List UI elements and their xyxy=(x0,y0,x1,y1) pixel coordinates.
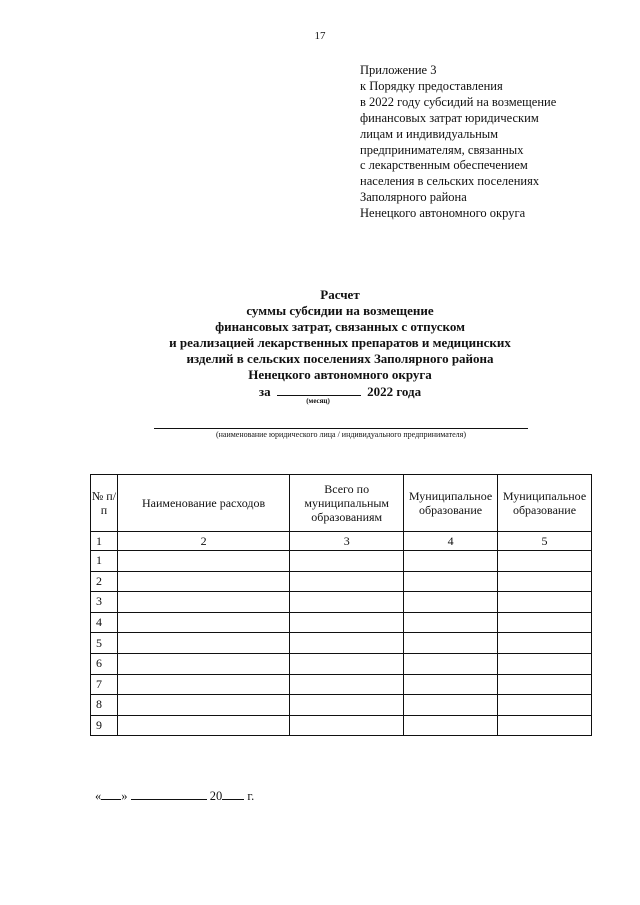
expense-name-cell[interactable] xyxy=(117,571,289,592)
municipality-1-cell[interactable] xyxy=(404,571,498,592)
table-row xyxy=(91,612,592,633)
expense-name-cell[interactable] xyxy=(117,695,289,716)
month-blank-field[interactable] xyxy=(131,788,207,800)
total-cell[interactable] xyxy=(290,715,404,736)
row-number: 4 xyxy=(91,612,118,633)
municipality-1-cell[interactable] xyxy=(404,612,498,633)
document-title xyxy=(100,287,580,400)
column-number: 4 xyxy=(404,532,498,551)
title-line: Расчет xyxy=(320,287,360,302)
period-suffix: 2022 года xyxy=(367,384,422,399)
table-header-row xyxy=(91,475,592,532)
table-row xyxy=(91,633,592,654)
title-line: изделий в сельских поселениях Заполярного района xyxy=(186,351,494,366)
expense-name-cell[interactable] xyxy=(117,551,289,572)
close-quote: » xyxy=(121,789,128,803)
table-row xyxy=(91,592,592,613)
municipality-2-cell[interactable] xyxy=(498,695,592,716)
row-number: 2 xyxy=(91,571,118,592)
municipality-2-cell[interactable] xyxy=(498,592,592,613)
appendix-line: к Порядку предоставления xyxy=(360,78,503,93)
total-cell[interactable] xyxy=(290,612,404,633)
expense-name-cell[interactable] xyxy=(117,674,289,695)
expense-name-cell[interactable] xyxy=(117,592,289,613)
expense-name-cell[interactable] xyxy=(117,633,289,654)
column-number: 5 xyxy=(498,532,592,551)
total-cell[interactable] xyxy=(290,592,404,613)
municipality-2-cell[interactable] xyxy=(498,674,592,695)
column-number-row xyxy=(91,532,592,551)
row-number: 8 xyxy=(91,695,118,716)
table-row xyxy=(91,715,592,736)
year-suffix: г. xyxy=(247,789,255,803)
total-cell[interactable] xyxy=(290,653,404,674)
municipality-2-cell[interactable] xyxy=(498,612,592,633)
table-row xyxy=(91,695,592,716)
municipality-2-cell[interactable] xyxy=(498,551,592,572)
appendix-line: в 2022 году субсидий на возмещение xyxy=(360,94,557,109)
month-caption: (месяц) xyxy=(306,397,330,405)
appendix-line: Заполярного района xyxy=(360,190,467,205)
title-line: Ненецкого автономного округа xyxy=(248,367,432,382)
appendix-line: Приложение 3 xyxy=(360,63,437,77)
total-cell[interactable] xyxy=(290,674,404,695)
table-row xyxy=(91,674,592,695)
year-prefix: 20 xyxy=(209,789,223,803)
day-blank-field[interactable] xyxy=(101,788,121,800)
row-number: 6 xyxy=(91,653,118,674)
municipality-1-cell[interactable] xyxy=(404,653,498,674)
municipality-1-cell[interactable] xyxy=(404,551,498,572)
title-line: и реализацией лекарственных препаратов и медицинских xyxy=(169,335,511,350)
appendix-block xyxy=(360,63,630,222)
open-quote: « xyxy=(95,789,102,803)
municipality-2-cell[interactable] xyxy=(498,633,592,654)
date-line xyxy=(95,788,254,804)
expense-name-cell[interactable] xyxy=(117,653,289,674)
header-number: № п/п xyxy=(91,475,118,532)
total-cell[interactable] xyxy=(290,695,404,716)
month-blank-field[interactable] xyxy=(277,383,361,396)
table-row xyxy=(91,571,592,592)
table-row xyxy=(91,653,592,674)
year-blank-field[interactable] xyxy=(222,788,244,800)
title-line: суммы субсидии на возмещение xyxy=(246,303,434,318)
page-number: 17 xyxy=(314,30,326,42)
appendix-line: населения в сельских поселениях xyxy=(360,174,540,189)
expense-name-cell[interactable] xyxy=(117,612,289,633)
municipality-2-cell[interactable] xyxy=(498,571,592,592)
recipient-name-caption: (наименование юридического лица / индивидуального предпринимателя) xyxy=(215,430,467,439)
table-row xyxy=(91,551,592,572)
header-municipality-2: Муниципальное образование xyxy=(498,475,592,532)
period-prefix: за xyxy=(258,384,271,399)
municipality-1-cell[interactable] xyxy=(404,592,498,613)
municipality-1-cell[interactable] xyxy=(404,715,498,736)
row-number: 3 xyxy=(91,592,118,613)
header-expense-name: Наименование расходов xyxy=(117,475,289,532)
column-number: 2 xyxy=(117,532,289,551)
municipality-2-cell[interactable] xyxy=(498,715,592,736)
column-number: 3 xyxy=(290,532,404,551)
total-cell[interactable] xyxy=(290,633,404,654)
row-number: 7 xyxy=(91,674,118,695)
recipient-name-line[interactable] xyxy=(154,428,528,429)
column-number: 1 xyxy=(91,532,118,551)
title-line: финансовых затрат, связанных с отпуском xyxy=(215,319,465,334)
municipality-1-cell[interactable] xyxy=(404,695,498,716)
municipality-2-cell[interactable] xyxy=(498,653,592,674)
row-number: 9 xyxy=(91,715,118,736)
header-total: Всего по муниципальным образованиям xyxy=(290,475,404,532)
header-municipality-1: Муниципальное образование xyxy=(404,475,498,532)
row-number: 1 xyxy=(91,551,118,572)
expense-name-cell[interactable] xyxy=(117,715,289,736)
expenses-table xyxy=(90,474,592,736)
total-cell[interactable] xyxy=(290,571,404,592)
appendix-line: финансовых затрат юридическим xyxy=(360,110,539,125)
municipality-1-cell[interactable] xyxy=(404,674,498,695)
row-number: 5 xyxy=(91,633,118,654)
appendix-line: лицам и индивидуальным xyxy=(360,126,499,141)
period-line xyxy=(100,383,580,400)
appendix-line: Ненецкого автономного округа xyxy=(360,206,526,221)
municipality-1-cell[interactable] xyxy=(404,633,498,654)
appendix-line: с лекарственным обеспечением xyxy=(360,158,528,173)
total-cell[interactable] xyxy=(290,551,404,572)
appendix-line: предпринимателям, связанных xyxy=(360,142,524,157)
